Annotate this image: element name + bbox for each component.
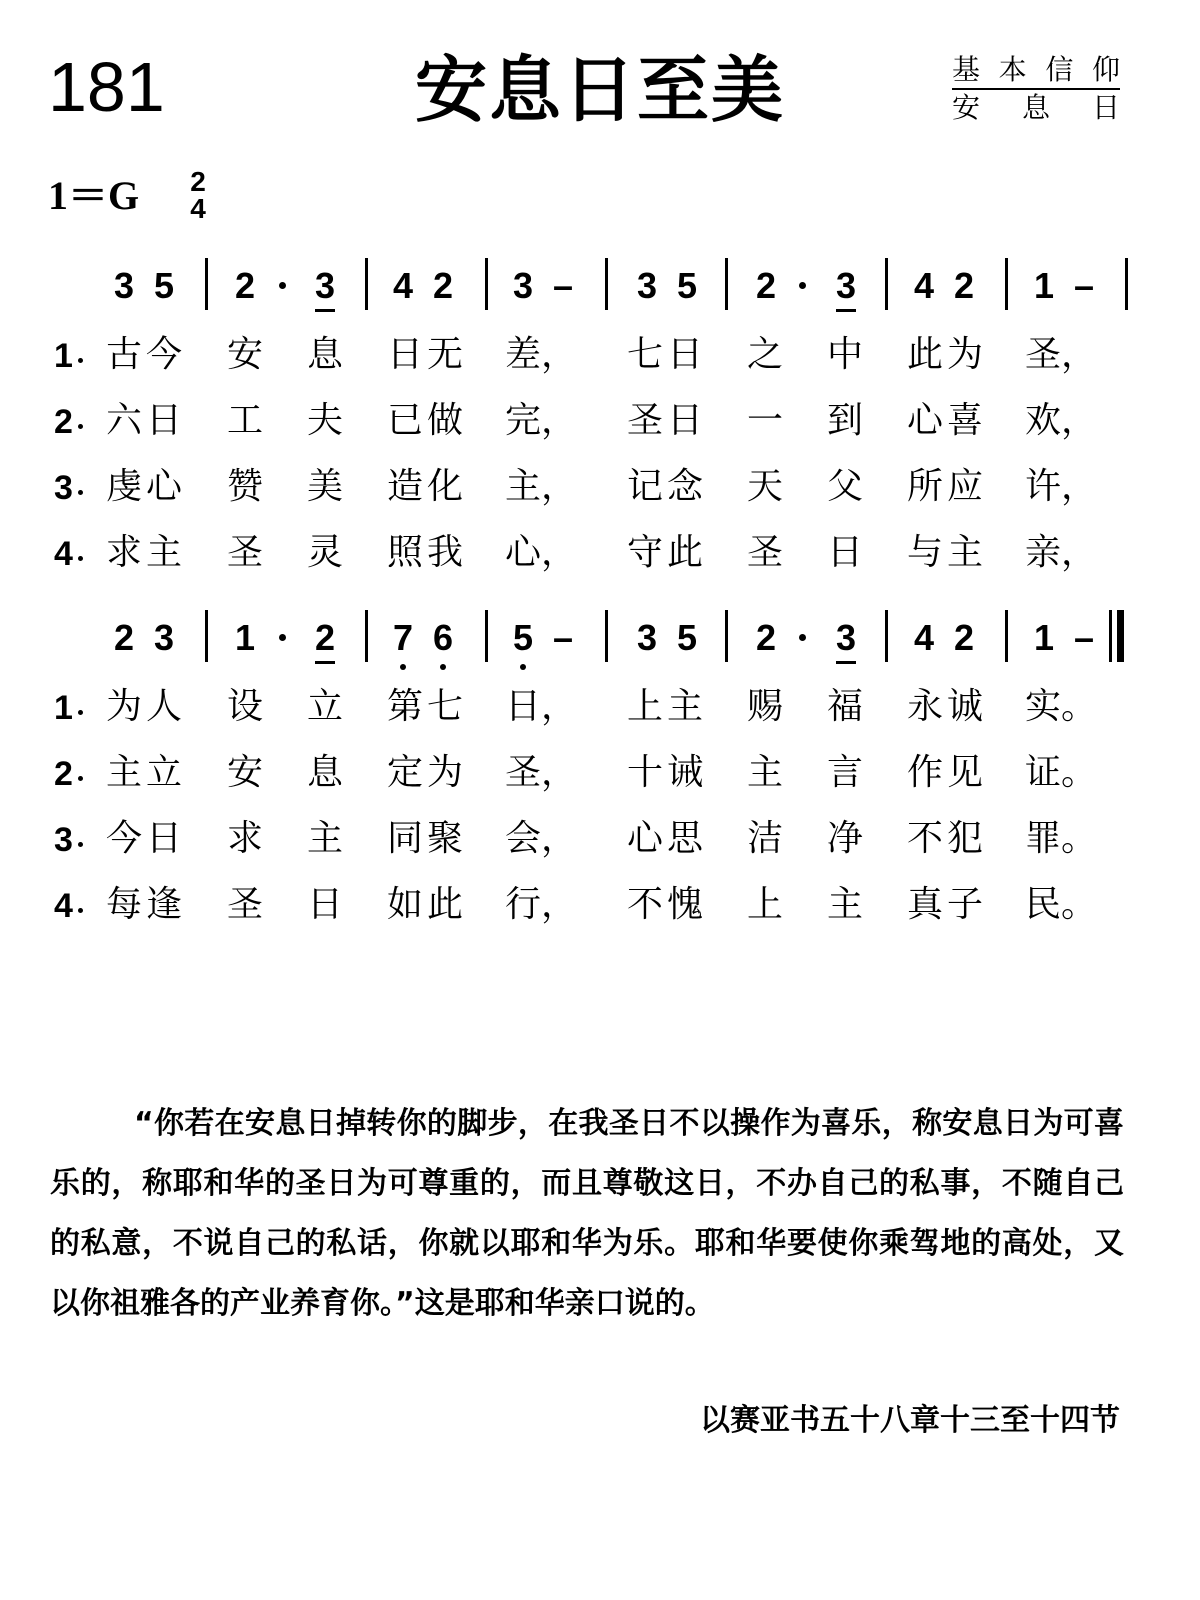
note-underline bbox=[836, 309, 856, 312]
verse-number: 2 bbox=[54, 403, 73, 441]
note bbox=[225, 266, 265, 306]
lyric-syllable: 喜 bbox=[946, 400, 983, 441]
lyric-syllable: 化 bbox=[426, 466, 463, 507]
note bbox=[144, 618, 184, 658]
note bbox=[904, 266, 944, 306]
lyric-syllable: 日 bbox=[386, 334, 423, 375]
note-digit: 2 bbox=[953, 617, 975, 658]
barline bbox=[605, 610, 608, 662]
lyric-syllable: 行， bbox=[505, 884, 578, 925]
note-dash bbox=[543, 618, 583, 658]
lyric-syllable: 完， bbox=[505, 400, 578, 441]
lyric-syllable: 上 bbox=[626, 686, 663, 727]
note-digit: 2 bbox=[234, 265, 256, 306]
lyric-syllable: 见 bbox=[946, 752, 983, 793]
lyric-syllable: 造 bbox=[386, 466, 423, 507]
lyric-syllable: 夫 bbox=[306, 400, 343, 441]
note bbox=[1024, 266, 1064, 306]
note-digit: 5 bbox=[676, 265, 698, 306]
barline bbox=[605, 258, 608, 310]
lyric-syllable: 我 bbox=[426, 532, 463, 573]
note-underline bbox=[315, 309, 335, 312]
lyric-syllable: 与 bbox=[906, 532, 943, 573]
note bbox=[423, 266, 463, 306]
note-underline bbox=[836, 661, 856, 664]
lyric-syllable: 为 bbox=[946, 334, 983, 375]
lyric-syllable: 逢 bbox=[145, 884, 182, 925]
lyric-syllable: 欢， bbox=[1025, 400, 1098, 441]
lyric-syllable: 为 bbox=[426, 752, 463, 793]
note-digit: 3 bbox=[314, 265, 336, 306]
lyric-syllable: 定 bbox=[386, 752, 423, 793]
note-dash bbox=[543, 266, 583, 306]
note-digit: 3 bbox=[835, 265, 857, 306]
note-digit: 2 bbox=[113, 617, 135, 658]
lyric-line bbox=[0, 750, 1200, 810]
lyric-syllable: 圣， bbox=[505, 752, 578, 793]
lyric-syllable: 不 bbox=[906, 818, 943, 859]
augmentation-dot bbox=[799, 282, 806, 289]
note bbox=[627, 266, 667, 306]
scripture-text: “你若在安息日掉转你的脚步，在我圣日不以操作为喜乐，称安息日为可喜乐的，称耶和华的圣日为可尊重的，而且尊敬这日，不办自己的私事，不随自己的私意，不说自己的私话，你就以耶和华为乐。耶和华要使你乘驾地的高处，又以你祖雅各的产业养育你。”这是耶和华亲口说的。 bbox=[50, 1106, 1124, 1321]
lyric-syllable: 此 bbox=[906, 334, 943, 375]
lyric-syllable: 如 bbox=[386, 884, 423, 925]
final-barline bbox=[1117, 610, 1124, 662]
lyric-line bbox=[0, 882, 1200, 942]
note bbox=[305, 266, 345, 306]
lyric-syllable: 古 bbox=[105, 334, 142, 375]
key-signature: 1＝G bbox=[48, 173, 140, 218]
note bbox=[746, 266, 786, 306]
barline bbox=[205, 258, 208, 310]
lyric-syllable: 实。 bbox=[1025, 686, 1098, 727]
lyric-syllable: 永 bbox=[906, 686, 943, 727]
note bbox=[667, 266, 707, 306]
lyric-syllable: 此 bbox=[426, 884, 463, 925]
low-octave-dot bbox=[520, 664, 526, 670]
lyric-line bbox=[0, 398, 1200, 458]
lyric-syllable: 不 bbox=[626, 884, 663, 925]
lyric-syllable: 第 bbox=[386, 686, 423, 727]
lyric-syllable: 七 bbox=[626, 334, 663, 375]
lyric-line bbox=[0, 684, 1200, 744]
note-digit: 7 bbox=[392, 617, 414, 658]
verse-number: 4 bbox=[54, 887, 73, 925]
lyric-syllable: 十 bbox=[626, 752, 663, 793]
lyric-line bbox=[0, 816, 1200, 876]
hymn-title: 安息日至美 bbox=[414, 48, 785, 132]
note-digit: 5 bbox=[153, 265, 175, 306]
lyric-syllable: 七 bbox=[426, 686, 463, 727]
lyric-syllable: 心 bbox=[626, 818, 663, 859]
barline bbox=[365, 258, 368, 310]
lyric-syllable: 日 bbox=[145, 818, 182, 859]
verse-number: 1 bbox=[54, 337, 73, 375]
lyric-syllable: 已 bbox=[386, 400, 423, 441]
lyric-syllable: 净 bbox=[826, 818, 863, 859]
lyric-syllable: 作 bbox=[906, 752, 943, 793]
lyric-syllable: 照 bbox=[386, 532, 423, 573]
lyric-syllable: 圣 bbox=[626, 400, 663, 441]
note bbox=[826, 266, 866, 306]
lyric-syllable: 安 bbox=[226, 334, 263, 375]
lyric-syllable: 主 bbox=[666, 686, 703, 727]
augmentation-dot bbox=[799, 634, 806, 641]
lyric-syllable: 为 bbox=[105, 686, 142, 727]
lyric-line bbox=[0, 464, 1200, 524]
note bbox=[423, 618, 463, 658]
lyric-syllable: 做 bbox=[426, 400, 463, 441]
lyric-syllable: 犯 bbox=[946, 818, 983, 859]
category-char: 本 bbox=[998, 53, 1027, 86]
lyric-syllable: 念 bbox=[666, 466, 703, 507]
lyric-syllable: 息 bbox=[306, 334, 343, 375]
lyric-syllable: 主 bbox=[826, 884, 863, 925]
note bbox=[144, 266, 184, 306]
note bbox=[746, 618, 786, 658]
category-char: 基 bbox=[952, 53, 981, 86]
lyric-syllable: 主 bbox=[105, 752, 142, 793]
note-digit: 1 bbox=[1033, 265, 1055, 306]
music-staff bbox=[0, 258, 1200, 318]
note bbox=[1024, 618, 1064, 658]
note bbox=[104, 618, 144, 658]
lyric-syllable: 到 bbox=[826, 400, 863, 441]
note-digit: 2 bbox=[953, 265, 975, 306]
lyric-syllable: 美 bbox=[306, 466, 343, 507]
note bbox=[667, 618, 707, 658]
barline bbox=[485, 258, 488, 310]
category-char: 仰 bbox=[1091, 53, 1120, 86]
note-digit: 2 bbox=[314, 617, 336, 658]
category-char: 日 bbox=[1091, 91, 1120, 124]
category-top bbox=[952, 53, 1120, 90]
note bbox=[944, 266, 984, 306]
note-digit: 2 bbox=[755, 265, 777, 306]
note-dash bbox=[1064, 618, 1104, 658]
barline bbox=[1125, 258, 1128, 310]
lyric-syllable: 日 bbox=[306, 884, 343, 925]
lyric-syllable: 主 bbox=[145, 532, 182, 573]
lyric-syllable: 天 bbox=[746, 466, 783, 507]
lyric-syllable: 心 bbox=[145, 466, 182, 507]
lyric-syllable: 今 bbox=[105, 818, 142, 859]
lyric-syllable: 人 bbox=[145, 686, 182, 727]
lyric-syllable: 言 bbox=[826, 752, 863, 793]
note bbox=[104, 266, 144, 306]
verse-number: 3 bbox=[54, 469, 73, 507]
note-digit: – bbox=[552, 265, 574, 306]
lyric-syllable: 洁 bbox=[746, 818, 783, 859]
lyric-syllable: 圣 bbox=[226, 884, 263, 925]
time-signature bbox=[185, 168, 211, 222]
category-char: 安 bbox=[952, 91, 981, 124]
lyric-syllable: 愧 bbox=[666, 884, 703, 925]
note-digit: 3 bbox=[153, 617, 175, 658]
lyric-syllable: 会， bbox=[505, 818, 578, 859]
lyric-syllable: 今 bbox=[145, 334, 182, 375]
note-digit: 5 bbox=[512, 617, 534, 658]
note-digit: 3 bbox=[636, 617, 658, 658]
category-bottom bbox=[952, 91, 1120, 124]
lyric-syllable: 民。 bbox=[1025, 884, 1098, 925]
lyric-syllable: 父 bbox=[826, 466, 863, 507]
barline bbox=[725, 610, 728, 662]
lyric-syllable: 所 bbox=[906, 466, 943, 507]
note bbox=[383, 266, 423, 306]
augmentation-dot bbox=[279, 282, 286, 289]
lyric-syllable: 记 bbox=[626, 466, 663, 507]
lyric-syllable: 许， bbox=[1025, 466, 1098, 507]
note bbox=[305, 618, 345, 658]
lyric-syllable: 心， bbox=[505, 532, 578, 573]
note-digit: 2 bbox=[432, 265, 454, 306]
lyric-syllable: 求 bbox=[105, 532, 142, 573]
lyric-syllable: 亲， bbox=[1025, 532, 1098, 573]
lyric-syllable: 日 bbox=[826, 532, 863, 573]
lyric-syllable: 证。 bbox=[1025, 752, 1098, 793]
lyric-syllable: 同 bbox=[386, 818, 423, 859]
lyric-syllable: 思 bbox=[666, 818, 703, 859]
verse-number: 4 bbox=[54, 535, 73, 573]
time-signature-denominator: 4 bbox=[190, 193, 206, 224]
lyric-syllable: 立 bbox=[306, 686, 343, 727]
lyric-syllable: 中 bbox=[826, 334, 863, 375]
lyric-syllable: 罪。 bbox=[1025, 818, 1098, 859]
lyric-syllable: 设 bbox=[226, 686, 263, 727]
category-char: 信 bbox=[1045, 53, 1074, 86]
lyric-line bbox=[0, 332, 1200, 392]
lyric-syllable: 诚 bbox=[946, 686, 983, 727]
lyric-syllable: 日， bbox=[505, 686, 578, 727]
barline bbox=[1109, 610, 1112, 662]
lyric-syllable: 灵 bbox=[306, 532, 343, 573]
lyric-syllable: 此 bbox=[666, 532, 703, 573]
lyric-syllable: 息 bbox=[306, 752, 343, 793]
lyric-syllable: 主， bbox=[505, 466, 578, 507]
note bbox=[944, 618, 984, 658]
note-digit: 1 bbox=[234, 617, 256, 658]
lyric-syllable: 应 bbox=[946, 466, 983, 507]
lyric-syllable: 主 bbox=[946, 532, 983, 573]
barline bbox=[885, 610, 888, 662]
note-digit: 2 bbox=[755, 617, 777, 658]
lyric-syllable: 每 bbox=[105, 884, 142, 925]
barline bbox=[885, 258, 888, 310]
low-octave-dot bbox=[400, 664, 406, 670]
scripture-reference: 以赛亚书五十八章十三至十四节 bbox=[700, 1403, 1120, 1438]
note-digit: 6 bbox=[432, 617, 454, 658]
note-digit: 3 bbox=[636, 265, 658, 306]
note-underline bbox=[315, 661, 335, 664]
lyric-syllable: 圣 bbox=[226, 532, 263, 573]
lyric-syllable: 心 bbox=[906, 400, 943, 441]
note-digit: 4 bbox=[913, 265, 935, 306]
note-digit: 1 bbox=[1033, 617, 1055, 658]
note-digit: – bbox=[1073, 265, 1095, 306]
note bbox=[627, 618, 667, 658]
note bbox=[503, 618, 543, 658]
lyric-syllable: 立 bbox=[145, 752, 182, 793]
note-digit: 4 bbox=[913, 617, 935, 658]
note-digit: – bbox=[1073, 617, 1095, 658]
lyric-syllable: 一 bbox=[746, 400, 783, 441]
note-digit: 5 bbox=[676, 617, 698, 658]
note-digit: 3 bbox=[512, 265, 534, 306]
time-signature-numerator: 2 bbox=[190, 166, 206, 197]
lyric-syllable: 主 bbox=[306, 818, 343, 859]
lyric-syllable: 真 bbox=[906, 884, 943, 925]
note-digit: 3 bbox=[835, 617, 857, 658]
lyric-syllable: 安 bbox=[226, 752, 263, 793]
augmentation-dot bbox=[279, 634, 286, 641]
lyric-syllable: 聚 bbox=[426, 818, 463, 859]
hymn-category bbox=[952, 53, 1120, 124]
note-digit: 4 bbox=[392, 265, 414, 306]
note bbox=[904, 618, 944, 658]
lyric-syllable: 赞 bbox=[226, 466, 263, 507]
lyric-syllable: 六 bbox=[105, 400, 142, 441]
note bbox=[383, 618, 423, 658]
verse-number: 2 bbox=[54, 755, 73, 793]
lyric-syllable: 守 bbox=[626, 532, 663, 573]
lyric-syllable: 虔 bbox=[105, 466, 142, 507]
music-staff bbox=[0, 610, 1200, 670]
lyric-syllable: 福 bbox=[826, 686, 863, 727]
barline bbox=[485, 610, 488, 662]
lyric-syllable: 无 bbox=[426, 334, 463, 375]
low-octave-dot bbox=[440, 664, 446, 670]
barline bbox=[205, 610, 208, 662]
lyric-syllable: 圣， bbox=[1025, 334, 1098, 375]
barline bbox=[1005, 610, 1008, 662]
note bbox=[826, 618, 866, 658]
barline bbox=[725, 258, 728, 310]
lyric-syllable: 诫 bbox=[666, 752, 703, 793]
lyric-syllable: 主 bbox=[746, 752, 783, 793]
barline bbox=[1005, 258, 1008, 310]
note-digit: 3 bbox=[113, 265, 135, 306]
verse-number: 3 bbox=[54, 821, 73, 859]
hymn-number: 181 bbox=[48, 48, 165, 126]
lyric-syllable: 工 bbox=[226, 400, 263, 441]
lyric-syllable: 日 bbox=[666, 334, 703, 375]
lyric-syllable: 子 bbox=[946, 884, 983, 925]
lyric-syllable: 求 bbox=[226, 818, 263, 859]
note-digit: – bbox=[552, 617, 574, 658]
lyric-syllable: 差， bbox=[505, 334, 578, 375]
lyric-syllable: 上 bbox=[746, 884, 783, 925]
note-dash bbox=[1064, 266, 1104, 306]
lyric-syllable: 日 bbox=[145, 400, 182, 441]
barline bbox=[365, 610, 368, 662]
lyric-syllable: 日 bbox=[666, 400, 703, 441]
lyric-syllable: 之 bbox=[746, 334, 783, 375]
lyric-syllable: 赐 bbox=[746, 686, 783, 727]
lyric-line bbox=[0, 530, 1200, 590]
verse-number: 1 bbox=[54, 689, 73, 727]
lyric-syllable: 圣 bbox=[746, 532, 783, 573]
note bbox=[225, 618, 265, 658]
category-char: 息 bbox=[1021, 91, 1050, 124]
note bbox=[503, 266, 543, 306]
